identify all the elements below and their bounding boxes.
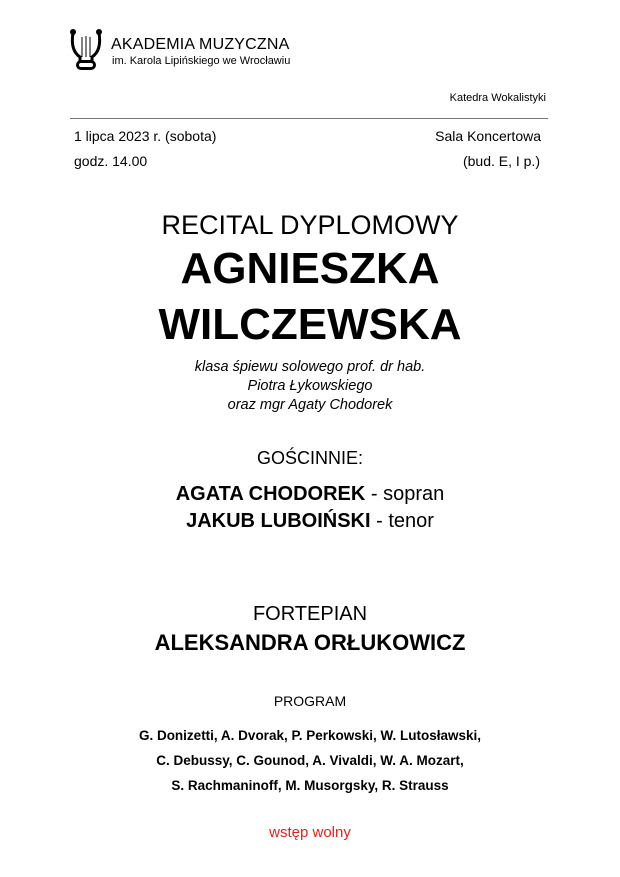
recital-title: RECITAL DYPLOMOWY (161, 210, 459, 240)
class-line: Piotra Łykowskiego (247, 378, 373, 394)
header-divider (70, 118, 548, 119)
guest-name: JAKUB LUBOIŃSKI (186, 510, 371, 532)
program-line: S. Rachmaninoff, M. Musorgsky, R. Strauss (171, 778, 449, 793)
event-venue-detail: (bud. E, I p.) (462, 153, 540, 169)
class-line: oraz mgr Agaty Chodorek (227, 397, 393, 413)
guest-item (0, 510, 620, 533)
guest-item (0, 483, 620, 506)
performer-first-name: AGNIESZKA (180, 244, 440, 293)
guests-label: GOŚCINNIE: (256, 448, 363, 468)
guest-role: - tenor (370, 510, 434, 532)
piano-label: FORTEPIAN (252, 603, 368, 625)
program-composers (0, 723, 620, 798)
academy-subtitle: im. Karola Lipińskiego we Wrocławiu (112, 55, 291, 67)
academy-name: AKADEMIA MUZYCZNA (111, 36, 290, 53)
class-line: klasa śpiewu solowego prof. dr hab. (194, 359, 426, 375)
program-label: PROGRAM (273, 693, 347, 709)
guest-name: AGATA CHODOREK (175, 483, 366, 505)
program-line: C. Debussy, C. Gounod, A. Vivaldi, W. A. Mozart, (156, 753, 464, 768)
event-time: godz. 14.00 (74, 153, 148, 169)
guest-role: - sopran (365, 483, 445, 505)
lyre-icon (68, 27, 104, 75)
free-entry-note: wstęp wolny (269, 824, 351, 841)
pianist-name: ALEKSANDRA ORŁUKOWICZ (154, 630, 466, 655)
class-description (0, 358, 620, 415)
performer-last-name: WILCZEWSKA (158, 300, 462, 349)
event-date: 1 lipca 2023 r. (sobota) (74, 128, 217, 144)
program-line: G. Donizetti, A. Dvorak, P. Perkowski, W. Lutosławski, (138, 728, 482, 743)
event-venue: Sala Koncertowa (435, 128, 541, 144)
department-name: Katedra Wokalistyki (449, 92, 546, 104)
